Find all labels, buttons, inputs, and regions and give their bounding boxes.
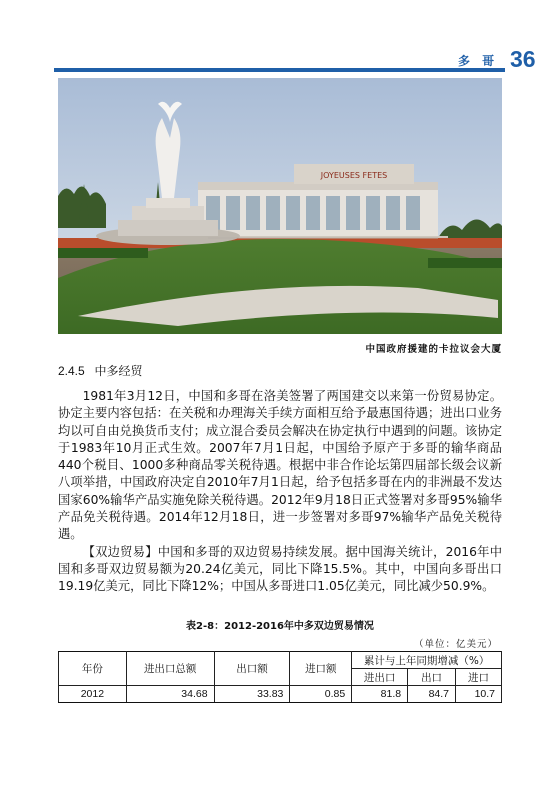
header-export: 出口额 (214, 652, 290, 686)
section-heading (58, 362, 143, 379)
cell-total: 34.68 (126, 686, 214, 703)
body-text (58, 388, 502, 596)
page-number: 36 (510, 46, 536, 72)
header-year: 年份 (59, 652, 127, 686)
cell-year: 2012 (59, 686, 127, 703)
cell-export: 33.83 (214, 686, 290, 703)
header-change-import: 进口 (456, 669, 502, 686)
photo-caption: 中国政府援建的卡拉议会大厦 (365, 344, 502, 355)
parliament-photo (58, 78, 502, 334)
header-change-export: 出口 (408, 669, 456, 686)
header-change-group: 累计与上年同期增减（%） (352, 652, 502, 669)
paragraph-trade-agreement: 1981年3月12日，中国和多哥在洛美签署了两国建交以来第一份贸易协定。协定主要内容包括：在关税和办理海关手续方面相互给予最惠国待遇；进出口业务均以可自由兑换货币支付；成立混合委员会解决在协定执行中遇到的问题。该协定于1983年10月正式生效。2007年7月1日起，中国给予原产于多哥的输华商品440个税目、1000多种商品零关税待遇。根据中非合作论坛第四届部长级会议新八项举措，中国政府决定自2010年7月1日起，给予包括多哥在内的非洲最不发达国家60%输华产品实施免除关税待遇。2012年9月18日正式签署对多哥95%输华产品免关税待遇。2014年12月18日，进一步签署对多哥97%输华产品免关税待遇。 (58, 389, 502, 542)
trade-table (58, 651, 502, 703)
section-number: 2.4.5 (58, 364, 85, 378)
paragraph-bilateral-trade: 【双边贸易】中国和多哥的双边贸易持续发展。据中国海关统计，2016年中国和多哥双边贸易额为20.24亿美元，同比下降15.5%。其中，中国向多哥出口19.19亿美元，同比下降12%；中国从多哥进口1.05亿美元，同比减少50.9%。 (58, 544, 502, 594)
cell-change-export: 84.7 (408, 686, 456, 703)
header-import: 进口额 (290, 652, 352, 686)
header-total: 进出口总额 (126, 652, 214, 686)
cell-change-total: 81.8 (352, 686, 408, 703)
building-sign: JOYEUSES FETES (320, 171, 388, 180)
running-header-country: 多 哥 (458, 54, 499, 68)
section-title: 中多经贸 (94, 364, 143, 378)
cell-change-import: 10.7 (456, 686, 502, 703)
table-row (59, 686, 502, 703)
table-unit: （单位：亿美元） (413, 639, 498, 650)
header-rule (54, 68, 505, 72)
table-title: 表2-8：2012-2016年中多双边贸易情况 (186, 621, 374, 632)
cell-import: 0.85 (290, 686, 352, 703)
header-change-total: 进出口 (352, 669, 408, 686)
